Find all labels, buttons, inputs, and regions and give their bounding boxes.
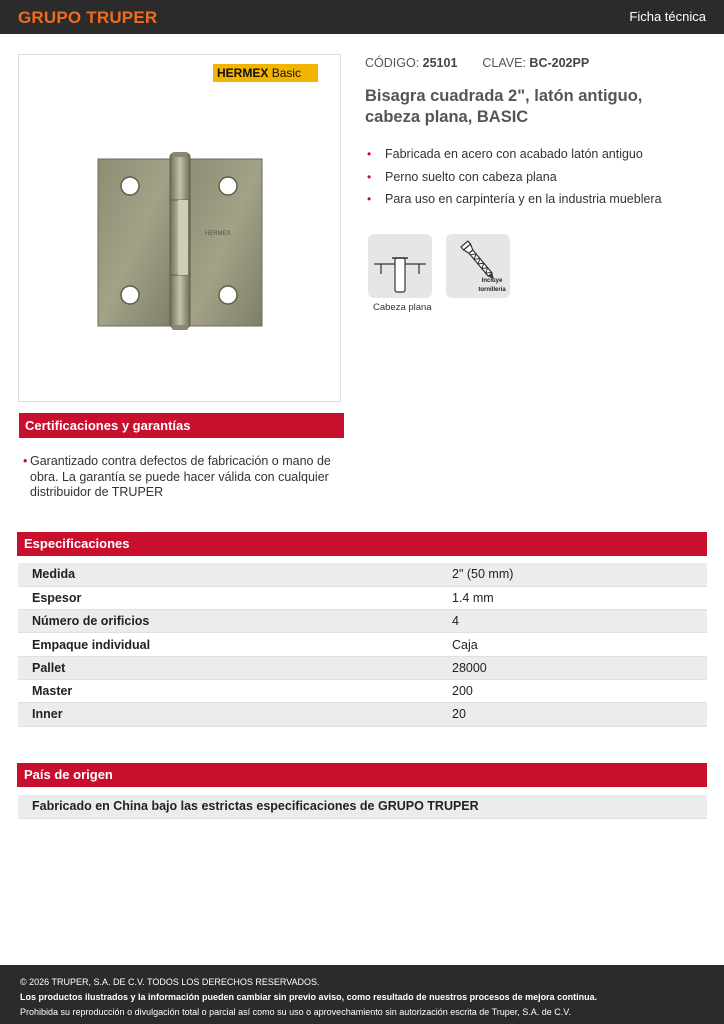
spec-label: Espesor — [18, 586, 438, 609]
feature-item: • Fabricada en acero con acabado latón antiguo — [367, 147, 643, 161]
spec-value: 28000 — [438, 656, 707, 679]
spec-label: Pallet — [18, 656, 438, 679]
table-row — [18, 633, 707, 656]
copyright-text: © 2026 TRUPER, S.A. DE C.V. TODOS LOS DERECHOS RESERVADOS. — [20, 977, 320, 987]
ficha-tecnica-label: Ficha técnica — [629, 9, 706, 24]
prohibition-text: Prohibida su reproducción o divulgación total o parcial así como su uso o aprovechamiento sin autorización escrita de Truper, S.A. de C.V. — [20, 1007, 571, 1017]
top-bar — [0, 0, 724, 34]
feature-item: • Perno suelto con cabeza plana — [367, 169, 557, 184]
specifications-table — [18, 563, 707, 727]
table-row — [18, 656, 707, 679]
table-row — [18, 563, 707, 586]
product-code-line — [365, 56, 589, 70]
screw-icon — [446, 234, 510, 298]
feature-list — [365, 146, 662, 214]
code-value: 25101 — [422, 56, 458, 70]
origin-header: País de origen — [17, 763, 707, 787]
svg-text:HERMEX: HERMEX — [205, 231, 231, 237]
origin-text: Fabricado en China bajo las estrictas especificaciones de GRUPO TRUPER — [18, 795, 707, 819]
spec-label: Master — [18, 679, 438, 702]
code-label: CÓDIGO: — [365, 56, 420, 70]
spec-value: 2" (50 mm) — [438, 563, 707, 586]
flat-head-pin-icon — [368, 234, 432, 298]
key-label: CLAVE: — [482, 56, 526, 70]
warranty-text: • Garantizado contra defectos de fabricación o mano de obra. La garantía se puede hacer válida con cualquier distribuidor de TRUPER — [23, 454, 331, 499]
spec-label: Medida — [18, 563, 438, 586]
spec-value: Caja — [438, 633, 707, 656]
hermex-basic-logo: HERMEX Basic — [213, 64, 318, 82]
feature-item: • Para uso en carpintería y en la industria mueblera — [367, 192, 662, 206]
table-row — [18, 679, 707, 702]
spec-value: 1.4 mm — [438, 586, 707, 609]
key-value: BC-202PP — [529, 56, 590, 70]
table-row — [18, 703, 707, 726]
certifications-header: Certificaciones y garantías — [19, 413, 344, 438]
disclaimer-text: Los productos ilustrados y la información pueden cambiar sin previo aviso, como resultado de nuestros procesos de mejora continua. — [20, 992, 598, 1002]
hinge-image — [19, 55, 342, 403]
product-image-frame — [18, 54, 341, 402]
svg-text:tornillería: tornillería — [478, 287, 506, 293]
spec-label: Empaque individual — [18, 633, 438, 656]
svg-text:Incluye: Incluye — [481, 278, 503, 284]
flat-head-caption: Cabeza plana — [373, 302, 432, 313]
table-row — [18, 610, 707, 633]
spec-label: Número de orificios — [18, 610, 438, 633]
brand-logo[interactable]: GRUPO TRUPER — [18, 8, 158, 27]
spec-value: 200 — [438, 679, 707, 702]
table-row — [18, 586, 707, 609]
specifications-header: Especificaciones — [17, 532, 707, 556]
spec-label: Inner — [18, 703, 438, 726]
product-title: Bisagra cuadrada 2", latón antiguo, cabeza plana, BASIC — [365, 87, 643, 126]
footer — [0, 965, 724, 1024]
spec-value: 4 — [438, 610, 707, 633]
spec-value: 20 — [438, 703, 707, 726]
